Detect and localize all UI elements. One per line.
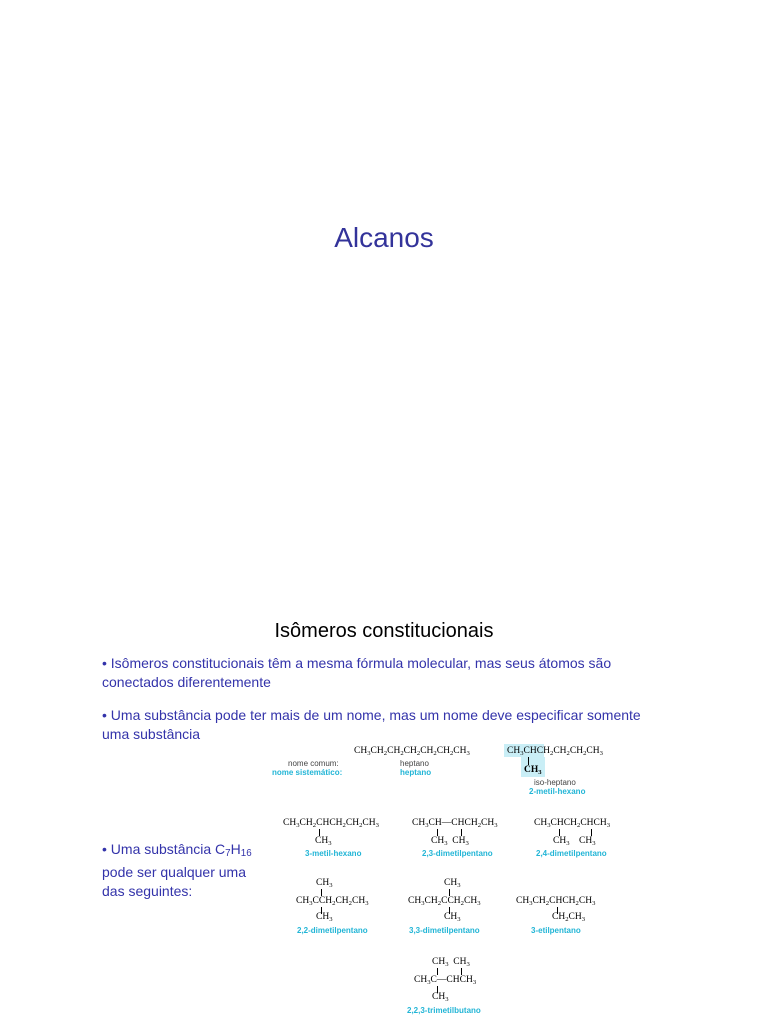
section-heading: Isômeros constitucionais: [274, 620, 494, 642]
bullet-formula-post: pode ser qualquer uma das seguintes:: [102, 864, 246, 899]
isomer-bond: [437, 829, 438, 836]
slide-title: Alcanos: [334, 222, 434, 253]
bullet-formula-pre: • Uma substância C: [102, 841, 226, 857]
bullet-definition: • Isômeros constitucionais têm a mesma fórmula molecular, mas seus átomos são conectados diferentemente: [102, 655, 612, 690]
bullet-naming: • Uma substância pode ter mais de um nome, mas um nome deve especificar somente uma substância: [102, 707, 641, 742]
isomer-formula: $CH_3CH_2CHCH_2CH_2CH_3$: [283, 818, 379, 829]
common-name-label: nome comum:: [288, 759, 339, 768]
isomer-top-branch: $CH_3$ $CH_3$: [432, 957, 470, 968]
isomer-branch: $CH_3$: [432, 992, 449, 1003]
isomer-branch: $CH_3$: [444, 912, 461, 923]
isoheptane-formula: $CH_3CHCH_2CH_2CH_2CH_3$: [507, 746, 603, 757]
isomer-formula: $CH_3CHCH_2CHCH_3$: [534, 818, 611, 829]
isomer-bond: [591, 829, 592, 836]
isomer-bond: [321, 889, 322, 896]
isomer-bond: [437, 968, 438, 975]
bullet-formula: [102, 840, 262, 901]
isomer-name: 2,4-dimetilpentano: [536, 849, 607, 858]
isomer-formula: $CH_3CH_2CCH_2CH_3$: [408, 896, 481, 907]
isomer-bond: [559, 829, 560, 836]
isomer-formula: $CH_3CCH_2CH_2CH_3$: [296, 896, 369, 907]
isomer-branch: $CH_3$ $CH_3$: [431, 836, 469, 847]
isoheptane-branch: $CH_3$: [524, 765, 542, 776]
isomer-name: 2,2,3-trimetilbutano: [407, 1006, 481, 1015]
isomer-name: 3,3-dimetilpentano: [409, 926, 480, 935]
formula-h-count: 16: [240, 848, 252, 859]
isomer-name: 3-etilpentano: [531, 926, 581, 935]
isomer-bond: [319, 829, 320, 836]
formula-h: H: [230, 841, 241, 857]
isomer-branch: $CH_3$: [316, 912, 333, 923]
isomer-branch: $CH_3$: [315, 836, 332, 847]
isomer-name: 2,3-dimetilpentano: [422, 849, 493, 858]
isomer-formula: $CH_3CH_2CHCH_2CH_3$: [516, 896, 596, 907]
isomer-formula: $CH_3CH—CHCH_2CH_3$: [412, 818, 498, 829]
isomer-name: 2,2-dimetilpentano: [297, 926, 368, 935]
isomer-branch: $CH_3$ $CH_3$: [553, 836, 596, 847]
formula-c-count: 7: [225, 848, 231, 859]
isomer-top-branch: $CH_3$: [444, 878, 461, 889]
isomer-bond: [461, 829, 462, 836]
isomer-branch: $CH_2CH_3$: [552, 912, 586, 923]
isomer-top-branch: $CH_3$: [316, 878, 333, 889]
isomer-formula: $CH_3C—CHCH_3$: [414, 975, 477, 986]
isoheptane-bond: [528, 757, 529, 765]
isoheptane-systematic-name: 2-metil-hexano: [529, 787, 586, 796]
heptane-common-name: heptano: [400, 759, 429, 768]
isomer-name: 3-metil-hexano: [305, 849, 362, 858]
heptane-systematic-name: heptano: [400, 768, 432, 777]
isomer-bond: [461, 968, 462, 975]
isomer-bond: [449, 889, 450, 896]
isoheptane-common-name: iso-heptano: [534, 778, 576, 787]
heptane-formula: $CH_3CH_2CH_2CH_2CH_2CH_2CH_3$: [354, 746, 470, 757]
systematic-name-label: nome sistemático:: [272, 768, 343, 777]
